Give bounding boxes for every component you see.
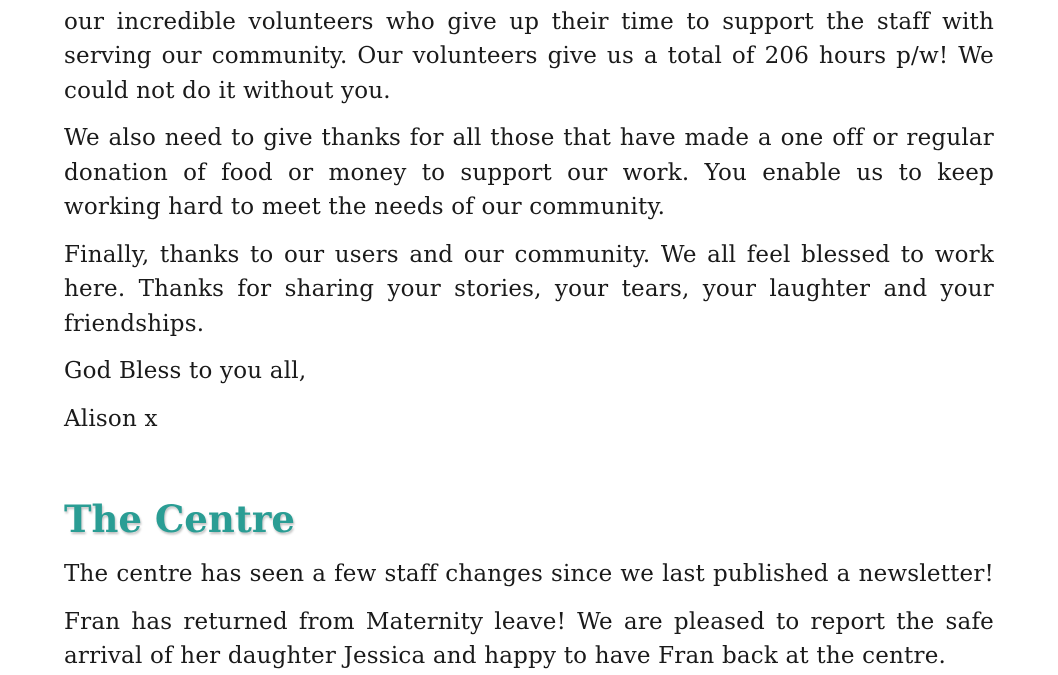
section-heading-the-centre: The Centre	[64, 497, 295, 541]
paragraph-community-thanks: Finally, thanks to our users and our community. We all feel blessed to work here. Thanks for sharing your stories, your tears, your laughter and your friendships.	[64, 241, 994, 337]
paragraph-staff-changes: The centre has seen a few staff changes since we last published a newsletter!	[64, 561, 994, 587]
closing-line: God Bless to you all,	[64, 358, 307, 384]
signature: Alison x	[64, 405, 158, 432]
paragraph-donations-thanks: We also need to give thanks for all those that have made a one off or regular donation of food or money to support our work. You enable us to keep working hard to meet the needs of our community.	[64, 125, 994, 220]
document-body	[64, 0, 994, 675]
paragraph-fran-return: Fran has returned from Maternity leave! We are pleased to report the safe arrival of her daughter Jessica and happy to have Fran back at the centre.	[64, 608, 994, 669]
paragraph-volunteers-thanks: our incredible volunteers who give up their time to support the staff with serving our community. Our volunteers give us a total of 206 hours p/w! We could not do it without you.	[64, 8, 994, 104]
